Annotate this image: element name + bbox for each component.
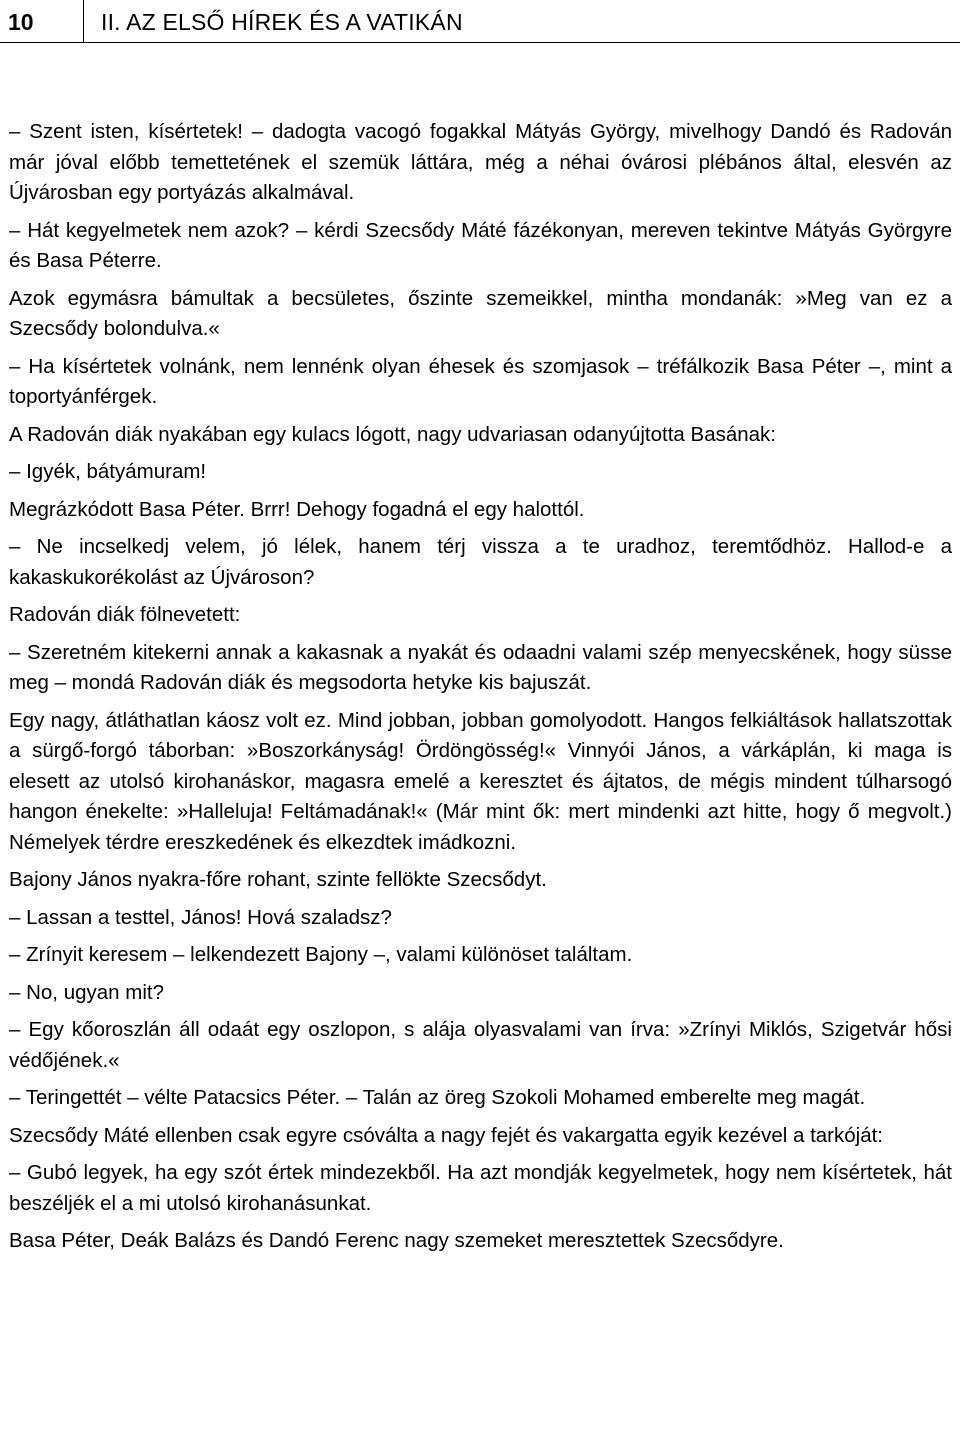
- paragraph-9: Radován diák fölnevetett:: [9, 603, 241, 626]
- chapter-title: II. AZ ELSŐ HÍREK ÉS A VATIKÁN: [101, 9, 463, 35]
- body-text: [9, 117, 952, 1264]
- paragraph-13: – Lassan a testtel, János! Hová szaladsz?: [9, 905, 392, 929]
- paragraph-11: Egy nagy, átláthatlan káosz volt ez. Mind jobban, jobban gomolyodott. Hangos felkiáltások hallatszottak a sürgő-forgó táborban: »Boszorkányság! Ördöngösség!« Vinnyói János, a várkáplán, ki maga is elesett az utolsó kirohanáskor, magasra emelé a keresztet és ájtatos, de mégis mindent túlharsogó hangon énekelte: »Halleluja! Feltámadának!« (Már mint ők: mert mindenki azt hitte, hogy ő megvolt.) Némelyek térdre ereszkedének és elkezdtek imádkozni.: [9, 708, 952, 854]
- paragraph-14: – Zrínyit keresem – lelkendezett Bajony –, valami különöset találtam.: [9, 943, 633, 966]
- paragraph-17: – Teringettét – vélte Patacsics Péter. – Talán az öreg Szokoli Mohamed emberelte meg magát.: [9, 1086, 866, 1109]
- paragraph-20: Basa Péter, Deák Balázs és Dandó Ferenc nagy szemeket meresztettek Szecsődyre.: [9, 1229, 784, 1252]
- paragraph-15: – No, ugyan mit?: [9, 980, 164, 1004]
- paragraph-16: – Egy kőoroszlán áll odaát egy oszlopon, s alája olyasvalami van írva: »Zrínyi Miklós, Szigetvár hősi védőjének.«: [9, 1018, 952, 1072]
- paragraph-18: Szecsődy Máté ellenben csak egyre csóválta a nagy fejét és vakargatta egyik kezével a tarkóját:: [9, 1123, 884, 1147]
- paragraph-2: – Hát kegyelmetek nem azok? – kérdi Szecsődy Máté fázékonyan, mereven tekintve Mátyás Györgyre és Basa Péterre.: [9, 218, 952, 272]
- page-header: [0, 0, 960, 44]
- paragraph-1: – Szent isten, kísértetek! – dadogta vacogó fogakkal Mátyás György, mivelhogy Dandó és Radován már jóval előbb temettetének el szemük láttára, még a néhai óvárosi plébános által, elesvén az Újvárosban egy portyázás alkalmával.: [9, 120, 952, 204]
- header-divider: [83, 0, 84, 42]
- paragraph-8: – Ne incselkedj velem, jó lélek, hanem térj vissza a te uradhoz, teremtődhöz. Hallod-e a kakaskukorékolást az Újvároson?: [9, 535, 952, 589]
- header-rule: [0, 42, 960, 43]
- paragraph-7: Megrázkódott Basa Péter. Brrr! Dehogy fogadná el egy halottól.: [9, 497, 585, 521]
- paragraph-12: Bajony János nyakra-főre rohant, szinte fellökte Szecsődyt.: [9, 868, 547, 891]
- paragraph-10: – Szeretném kitekerni annak a kakasnak a nyakát és odaadni valami szép menyecskének, hogy süsse meg – mondá Radován diák és megsodorta hetyke kis bajuszát.: [9, 640, 952, 694]
- paragraph-4: – Ha kísértetek volnánk, nem lennénk olyan éhesek és szomjasok – tréfálkozik Basa Péter –, mint a toportyánférgek.: [9, 354, 952, 408]
- page-number: 10: [8, 9, 34, 35]
- paragraph-5: A Radován diák nyakában egy kulacs lógott, nagy udvariasan odanyújtotta Basának:: [9, 422, 776, 446]
- paragraph-6: – Igyék, bátyámuram!: [9, 460, 207, 483]
- paragraph-19: – Gubó legyek, ha egy szót értek mindezekből. Ha azt mondják kegyelmetek, hogy nem kísértetek, hát beszéljék el a mi utolsó kirohanásunkat.: [9, 1161, 952, 1215]
- paragraph-3: Azok egymásra bámultak a becsületes, őszinte szemeikkel, mintha mondanák: »Meg van ez a Szecsődy bolondulva.«: [9, 286, 952, 340]
